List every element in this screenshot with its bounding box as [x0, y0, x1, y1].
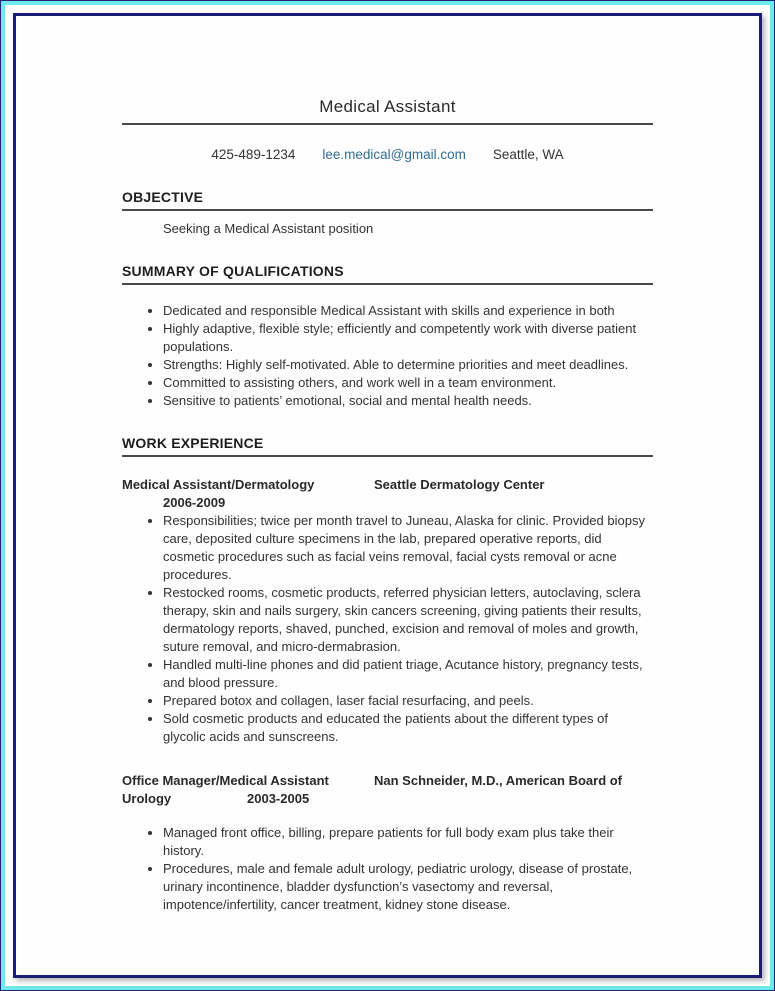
summary-bullet: • Committed to assisting others, and work well in a team environment.	[163, 374, 653, 392]
summary-bullet: • Strengths: Highly self-motivated. Able to determine priorities and meet deadlines.	[163, 356, 653, 374]
job-bullet: • Prepared botox and collagen, laser facial resurfacing, and peels.	[163, 692, 653, 710]
section-summary	[122, 262, 653, 410]
job-header	[122, 476, 653, 494]
job-bullet: • Procedures, male and female adult urology, pediatric urology, disease of prostate, urinary incontinence, bladder dysfunction’s vasectomy and reversal, impotence/infertility, cancer treatment, kidney stone disease.	[163, 860, 653, 914]
job-employer: Seattle Dermatology Center	[374, 477, 545, 492]
objective-heading: OBJECTIVE	[122, 189, 204, 205]
summary-bullet-list	[122, 302, 653, 410]
job-bullet-list	[122, 512, 653, 746]
job-bullet-list	[122, 824, 653, 914]
job-header	[122, 772, 653, 790]
job-dates: 2006-2009	[163, 495, 226, 510]
job-title: Medical Assistant/Dermatology	[122, 477, 315, 492]
title-rule	[122, 123, 653, 125]
job-bullet: • Sold cosmetic products and educated the patients about the different types of glycolic acids and sunscreens.	[163, 710, 653, 746]
summary-bullet: • Dedicated and responsible Medical Assistant with skills and experience in both	[163, 302, 653, 320]
summary-rule	[122, 283, 653, 285]
summary-heading: SUMMARY OF QUALIFICATIONS	[122, 263, 344, 279]
job-dates: 2003-2005	[247, 791, 310, 806]
section-work-experience	[122, 434, 653, 914]
section-objective	[122, 188, 653, 238]
objective-rule	[122, 209, 653, 211]
job-dates-row	[122, 494, 653, 512]
job-title-line2: Urology	[122, 791, 172, 806]
job-bullet: • Handled multi-line phones and did patient triage, Acutance history, pregnancy tests, and blood pressure.	[163, 656, 653, 692]
job-entry-urology	[122, 772, 653, 914]
job-dates-row	[122, 790, 653, 808]
contact-row	[122, 146, 653, 164]
contact-phone: 425-489-1234	[211, 147, 296, 162]
summary-bullet: • Highly adaptive, flexible style; efficiently and competently work with diverse patient populations.	[163, 320, 653, 356]
job-employer: Nan Schneider, M.D., American Board of	[374, 773, 623, 788]
summary-bullet: • Sensitive to patients’ emotional, social and mental health needs.	[163, 392, 653, 410]
resume-document	[16, 16, 759, 914]
job-bullet: • Managed front office, billing, prepare patients for full body exam plus take their history.	[163, 824, 653, 860]
contact-location: Seattle, WA	[492, 147, 564, 162]
job-entry-dermatology	[122, 476, 653, 746]
decorative-cyan-frame	[1, 1, 774, 990]
objective-text: Seeking a Medical Assistant position	[163, 221, 374, 236]
resume-title: Medical Assistant	[319, 97, 456, 116]
job-bullet: • Responsibilities; twice per month travel to Juneau, Alaska for clinic. Provided biopsy care, deposited culture specimens in the lab, prepared operative reports, did cosmetic procedures such as facial veins removal, facial cysts removal or acne procedures.	[163, 512, 653, 584]
job-title: Office Manager/Medical Assistant	[122, 773, 329, 788]
work-rule	[122, 455, 653, 457]
resume-page	[13, 13, 762, 978]
job-bullet: • Restocked rooms, cosmetic products, referred physician letters, autoclaving, sclera therapy, skin and nails surgery, skin cancers screening, giving patients their results, dermatology reports, shaved, punched, excision and removal of moles and growth, suture removal, and micro-dermabrasion.	[163, 584, 653, 656]
contact-email-link[interactable]: lee.medical@gmail.com	[322, 147, 466, 162]
work-heading: WORK EXPERIENCE	[122, 435, 264, 451]
